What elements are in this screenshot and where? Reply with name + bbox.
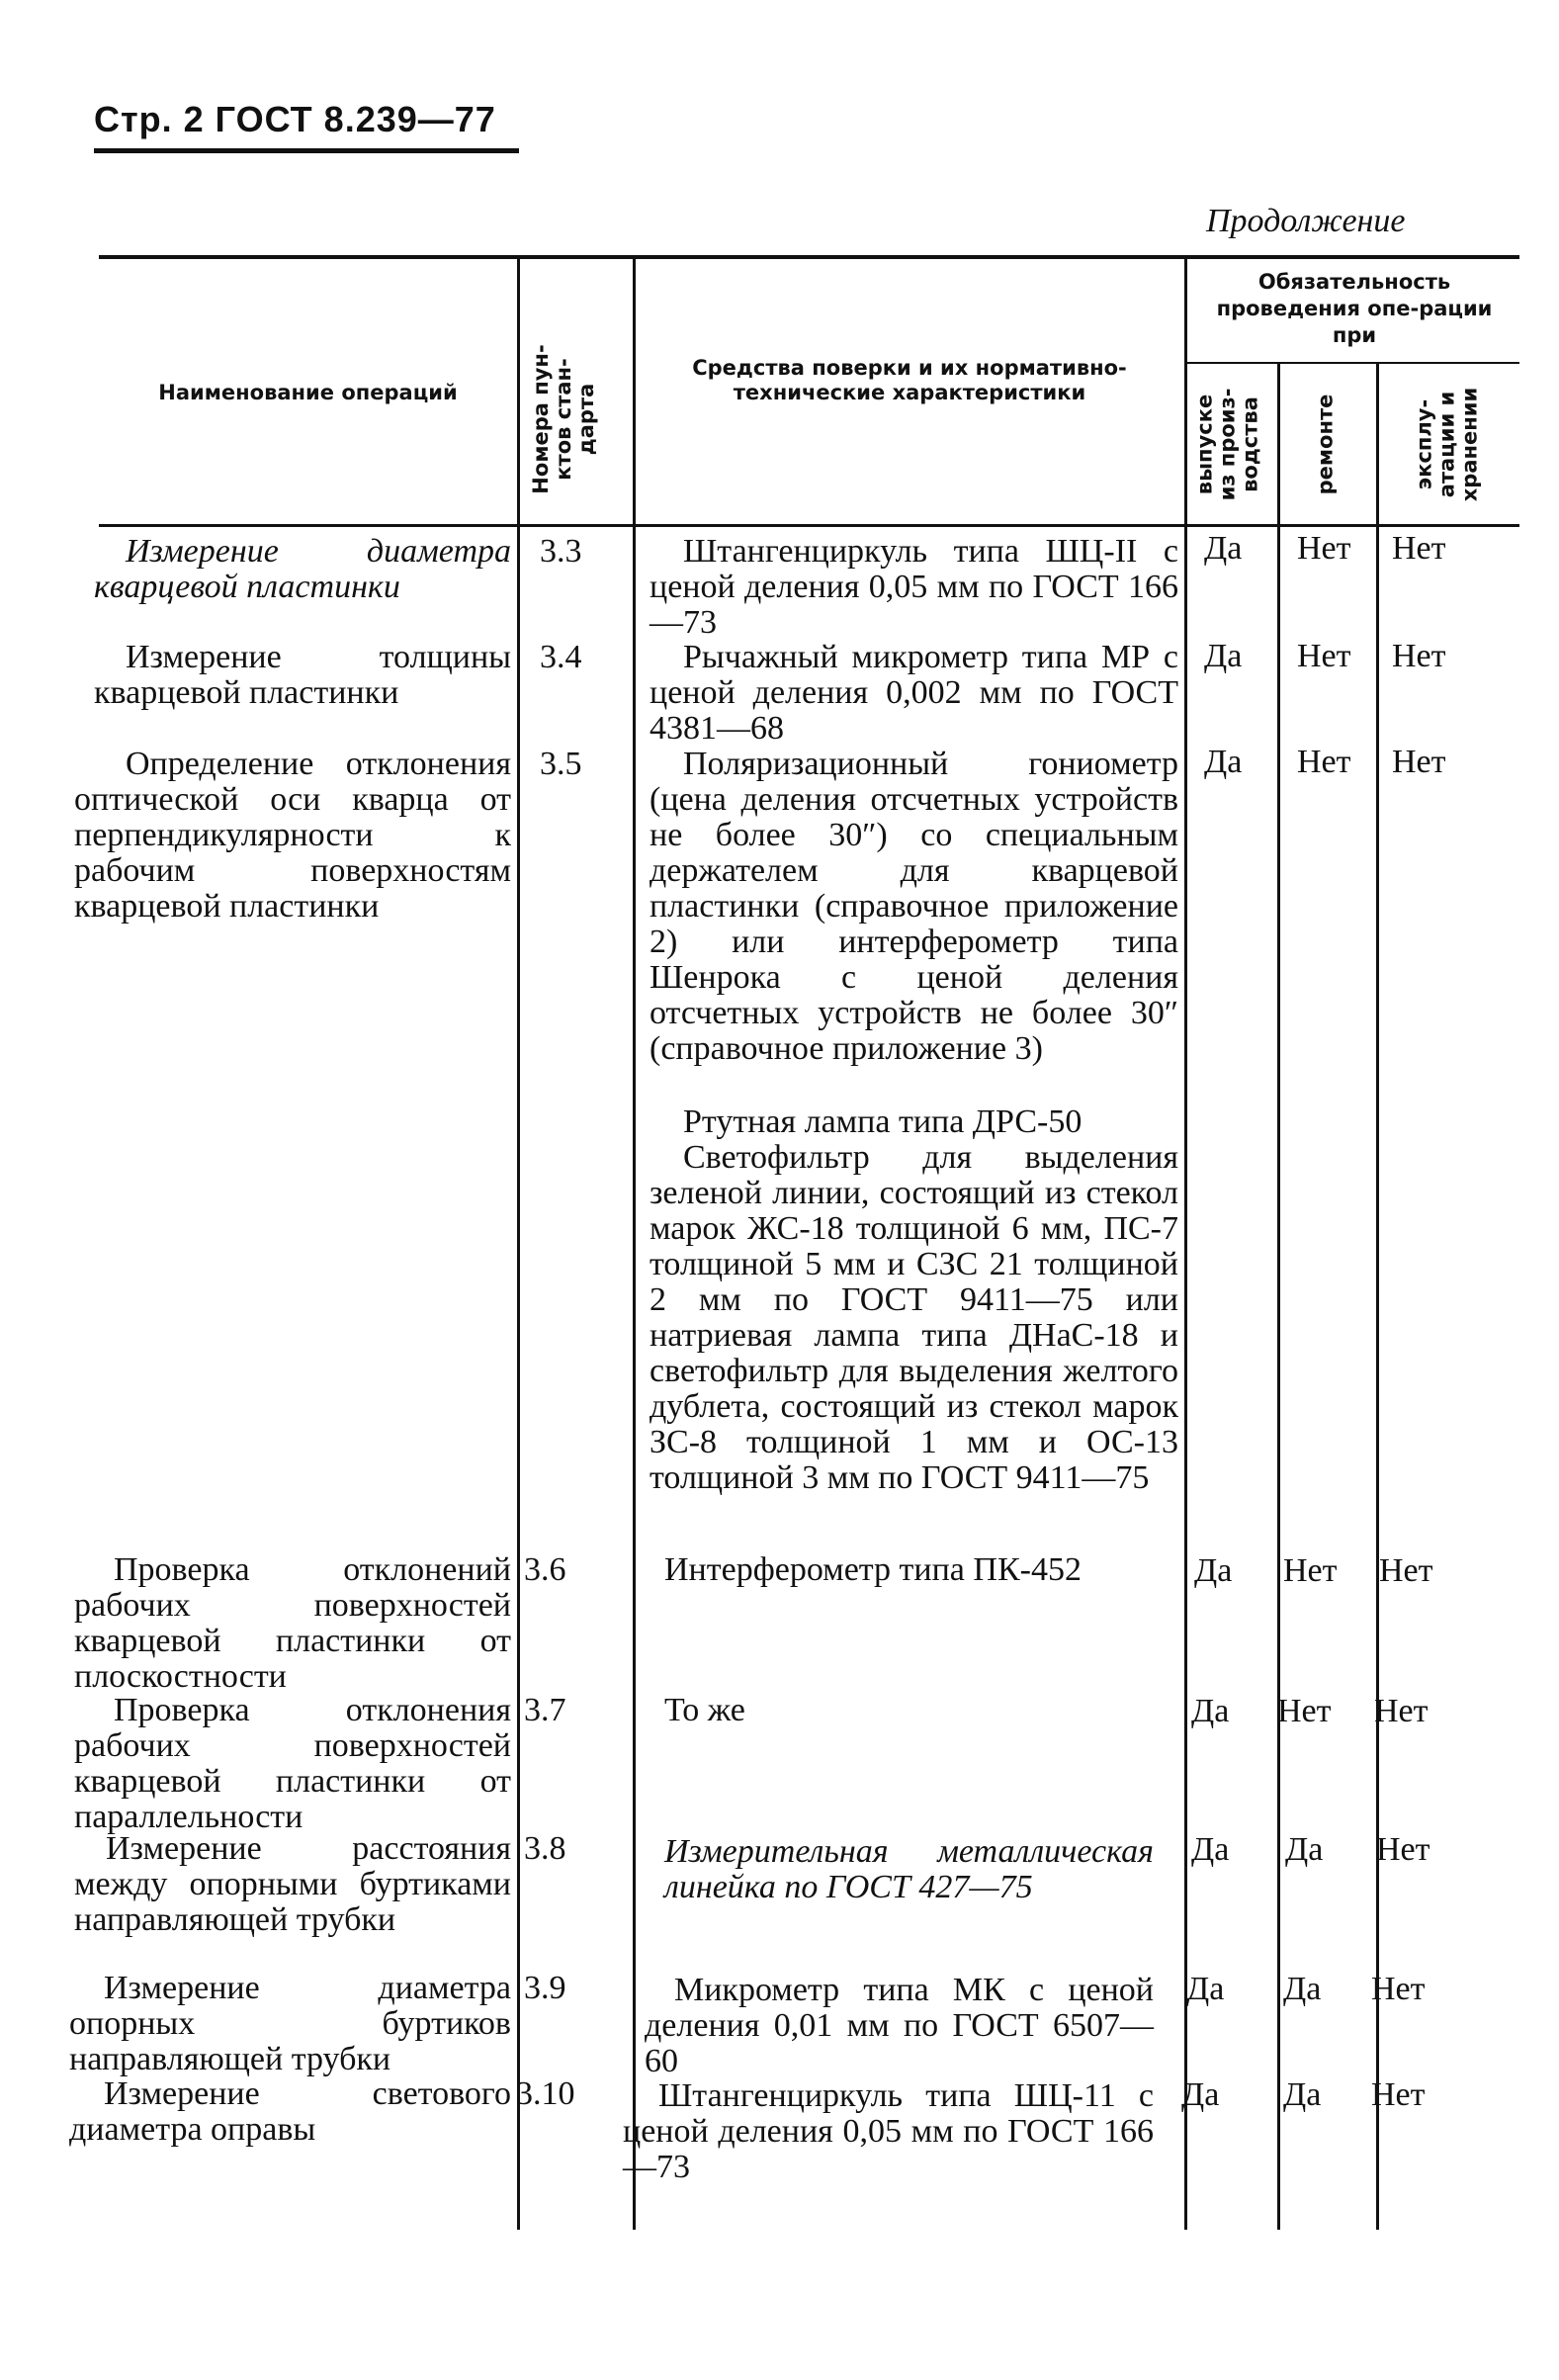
repair-value: Нет bbox=[1297, 530, 1351, 567]
means-cell: То же bbox=[664, 1692, 745, 1728]
operation-cell: Измерение толщины кварцевой пластинки bbox=[94, 639, 511, 711]
means-cell: Измерительная металлическая линейка по ГОСТ 427—75 bbox=[664, 1833, 1154, 1905]
repair-value: Нет bbox=[1297, 744, 1351, 780]
table-top-rule bbox=[99, 255, 1519, 259]
storage-value: Нет bbox=[1392, 530, 1446, 567]
release-value: Да bbox=[1204, 638, 1243, 674]
release-value: Да bbox=[1194, 1552, 1233, 1589]
repair-value: Нет bbox=[1297, 638, 1351, 674]
continuation-label: Продолжение bbox=[1206, 203, 1406, 239]
means-cell: Интерферометр типа ПК-452 bbox=[664, 1551, 1082, 1588]
release-value: Да bbox=[1186, 1971, 1225, 2007]
means-cell: Поляризационный гониометр (цена деления отсчетных устройств не более 30″) со специальным держателем для кварцевой пластинки (справочное приложение 2) или интерферометр типа Шенрока с ценой деления отсчетных устройств не более 30″ (справочное приложение 3) bbox=[650, 746, 1178, 1067]
operation-cell: Определение отклонения оптической оси кварца от перпендикулярности к рабочим поверхностям кварцевой пластинки bbox=[74, 746, 511, 925]
release-value: Да bbox=[1191, 1693, 1230, 1729]
clause-cell: 3.5 bbox=[540, 746, 582, 782]
column-divider-3 bbox=[1184, 257, 1187, 2230]
repair-value: Да bbox=[1285, 1831, 1324, 1868]
storage-value: Нет bbox=[1371, 2076, 1426, 2113]
column-divider-5 bbox=[1376, 362, 1379, 2230]
header-obligation: Обязательность проведения опе-рации при bbox=[1216, 270, 1493, 347]
header-rule bbox=[94, 148, 519, 153]
repair-value: Нет bbox=[1283, 1552, 1338, 1589]
clause-cell: 3.6 bbox=[524, 1551, 566, 1588]
repair-value: Да bbox=[1283, 2076, 1322, 2113]
means-cell: Микрометр типа МК с ценой деления 0,01 мм по ГОСТ 6507—60 bbox=[645, 1972, 1154, 2079]
clause-cell: 3.8 bbox=[524, 1830, 566, 1867]
clause-cell: 3.7 bbox=[524, 1692, 566, 1728]
clause-cell: 3.3 bbox=[540, 533, 582, 570]
operation-cell: Измерение светового диаметра оправы bbox=[69, 2075, 511, 2148]
column-divider-1 bbox=[517, 257, 520, 2230]
table-header-rule bbox=[99, 524, 1519, 527]
header-means: Средства поверки и их нормативно-технические характеристики bbox=[692, 356, 1127, 404]
means-cell: Рычажный микрометр типа МР с ценой деления 0,002 мм по ГОСТ 4381—68 bbox=[650, 639, 1178, 747]
clause-cell: 3.9 bbox=[524, 1970, 566, 2006]
release-value: Да bbox=[1181, 2076, 1220, 2113]
operation-cell: Проверка отклонений рабочих поверхностей кварцевой пластинки от плоскостности bbox=[74, 1551, 511, 1695]
operation-cell: Измерение расстояния между опорными буртиками направляющей трубки bbox=[74, 1830, 511, 1938]
means-cell: Ртутная лампа типа ДРС-50 bbox=[683, 1103, 1083, 1140]
release-value: Да bbox=[1204, 744, 1243, 780]
storage-value: Нет bbox=[1376, 1831, 1430, 1868]
clause-cell: 3.10 bbox=[516, 2075, 575, 2112]
storage-value: Нет bbox=[1392, 638, 1446, 674]
operation-cell: Измерение диаметра опорных буртиков направляющей трубки bbox=[69, 1970, 511, 2077]
clause-cell: 3.4 bbox=[540, 639, 582, 675]
storage-value: Нет bbox=[1374, 1693, 1429, 1729]
page-header: Стр. 2 ГОСТ 8.239—77 bbox=[94, 99, 496, 139]
means-cell: Штангенциркуль типа ШЦ-11 с ценой деления 0,05 мм по ГОСТ 166—73 bbox=[623, 2077, 1154, 2185]
operation-cell: Измерение диаметра кварцевой пластинки bbox=[94, 533, 511, 605]
column-divider-2 bbox=[633, 257, 636, 2230]
operation-cell: Проверка отклонения рабочих поверхностей кварцевой пластинки от параллельности bbox=[74, 1692, 511, 1835]
header-operation: Наименование операций bbox=[158, 381, 458, 404]
header-clause: Номера пун- ктов стан- дарта bbox=[529, 344, 598, 494]
means-cell: Штангенциркуль типа ШЦ-II с ценой деления 0,05 мм по ГОСТ 166—73 bbox=[650, 533, 1178, 641]
storage-value: Нет bbox=[1379, 1552, 1433, 1589]
header-repair: ремонте bbox=[1313, 394, 1338, 495]
means-cell: Светофильтр для выделения зеленой линии, состоящий из стекол марок ЖС-18 толщиной 6 мм, ПС-7 толщиной 5 мм и СЗС 21 толщиной 2 мм по ГОСТ 9411—75 или натриевая лампа типа ДНаС-18 и светофильтр для выделения желтого дублета, состоящий из стекол марок ЗС-8 толщиной 1 мм и ОС-13 толщиной 3 мм по ГОСТ 9411—75 bbox=[650, 1139, 1178, 1496]
header-release: выпуске из произ- водства bbox=[1192, 388, 1262, 501]
column-divider-4 bbox=[1277, 362, 1280, 2230]
release-value: Да bbox=[1191, 1831, 1230, 1868]
repair-value: Да bbox=[1283, 1971, 1322, 2007]
storage-value: Нет bbox=[1371, 1971, 1426, 2007]
release-value: Да bbox=[1204, 530, 1243, 567]
header-storage: эксплу- атации и хранении bbox=[1412, 387, 1482, 502]
storage-value: Нет bbox=[1392, 744, 1446, 780]
repair-value: Нет bbox=[1277, 1693, 1332, 1729]
